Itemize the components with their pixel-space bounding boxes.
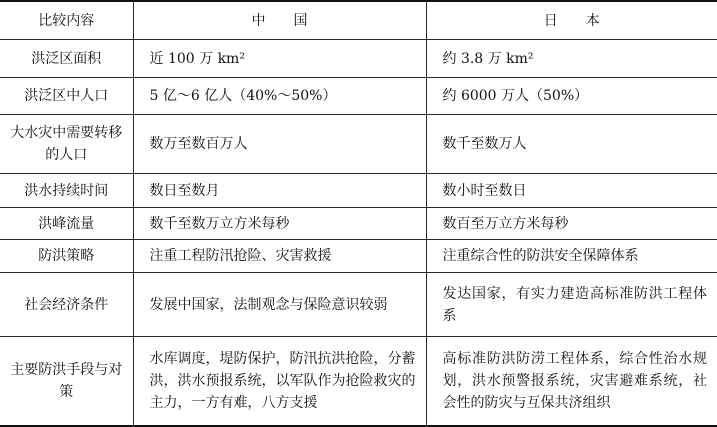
table-row xyxy=(0,337,717,427)
row-label: 洪峰流量 xyxy=(0,208,133,240)
cell-japan: 约 6000 万人（50%） xyxy=(426,78,717,115)
header-china: 中 国 xyxy=(133,1,426,40)
row-label: 洪泛区中人口 xyxy=(0,78,133,115)
cell-china: 注重工程防汛抢险、灾害救援 xyxy=(133,240,426,273)
row-label: 防洪策略 xyxy=(0,240,133,273)
cell-china: 发展中国家，法制观念与保险意识较弱 xyxy=(133,273,426,337)
row-label: 社会经济条件 xyxy=(0,273,133,337)
cell-china: 水库调度，堤防保护，防汛抗洪抢险，分蓄洪，洪水预报系统，以军队作为抢险救灾的主力，一方有难，八方支援 xyxy=(133,337,426,427)
table-row xyxy=(0,273,717,337)
cell-japan: 数百至万立方米每秒 xyxy=(426,208,717,240)
header-comparison-item: 比较内容 xyxy=(0,1,133,40)
table-header-row xyxy=(0,1,717,40)
cell-china: 5 亿～6 亿人（40%～50%） xyxy=(133,78,426,115)
cell-japan: 发达国家，有实力建造高标准防洪工程体系 xyxy=(426,273,717,337)
table-row xyxy=(0,115,717,174)
cell-china: 近 100 万 km² xyxy=(133,40,426,78)
table-row xyxy=(0,208,717,240)
cell-japan: 数千至数万人 xyxy=(426,115,717,174)
table-row xyxy=(0,78,717,115)
row-label: 大水灾中需要转移的人口 xyxy=(0,115,133,174)
cell-china: 数万至数百万人 xyxy=(133,115,426,174)
header-japan: 日 本 xyxy=(426,1,717,40)
cell-china: 数千至数万立方米每秒 xyxy=(133,208,426,240)
cell-japan: 约 3.8 万 km² xyxy=(426,40,717,78)
cell-china: 数日至数月 xyxy=(133,174,426,208)
table-row xyxy=(0,40,717,78)
row-label: 主要防洪手段与对策 xyxy=(0,337,133,427)
cell-japan: 高标准防洪防涝工程体系，综合性治水规划，洪水预警报系统，灾害避难系统，社会性的防灾与互保共济组织 xyxy=(426,337,717,427)
table-row xyxy=(0,174,717,208)
table-row xyxy=(0,240,717,273)
cell-japan: 数小时至数日 xyxy=(426,174,717,208)
row-label: 洪泛区面积 xyxy=(0,40,133,78)
cell-japan: 注重综合性的防洪安全保障体系 xyxy=(426,240,717,273)
row-label: 洪水持续时间 xyxy=(0,174,133,208)
